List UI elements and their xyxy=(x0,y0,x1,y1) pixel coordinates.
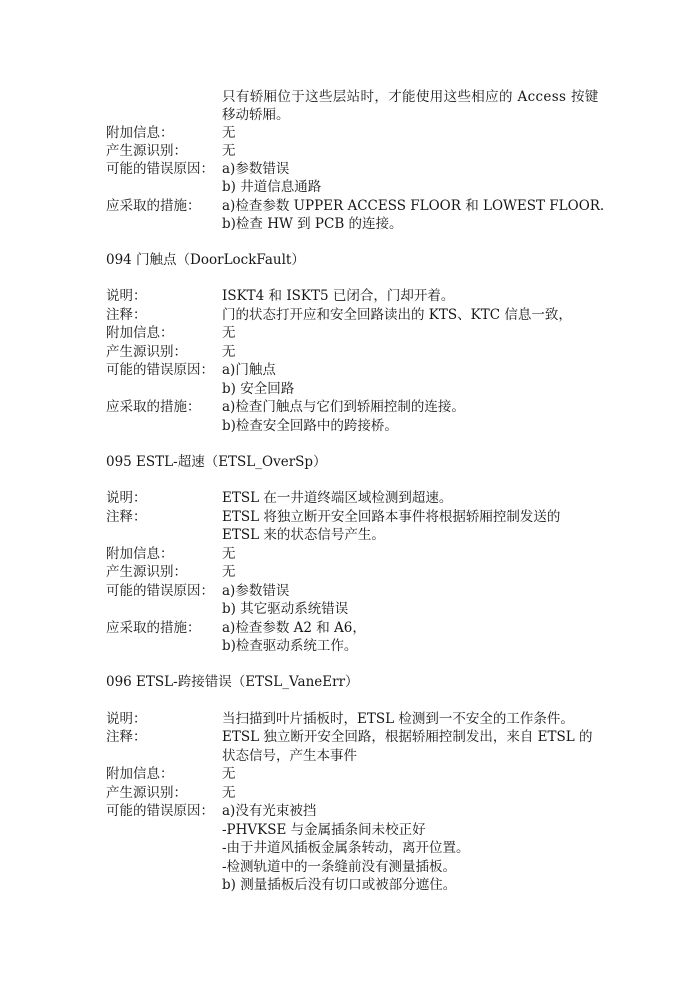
action-item: b)检查安全回路中的跨接桥。 xyxy=(222,418,398,434)
note-label: 注释： xyxy=(106,307,147,323)
top-actions-row-2 xyxy=(0,213,700,235)
cause-item: a)参数错误 xyxy=(222,161,290,177)
cause-item: -由于井道风插板金属条转动，离开位置。 xyxy=(222,840,470,856)
source-label: 产生源识别： xyxy=(106,143,187,159)
source-value: 无 xyxy=(222,344,236,360)
causes-label: 可能的错误原因： xyxy=(106,161,214,177)
additional-info-label: 附加信息： xyxy=(106,546,174,562)
section-heading: 094 门触点（DoorLockFault） xyxy=(106,252,305,268)
description-text: ISKT4 和 ISKT5 已闭合，门却开着。 xyxy=(222,288,455,304)
cause-item: -检测轨道中的一条缝前没有测量插板。 xyxy=(222,859,457,875)
additional-info-value: 无 xyxy=(222,766,236,782)
action-item: a)检查参数 A2 和 A6， xyxy=(222,620,366,636)
cause-item: a)参数错误 xyxy=(222,583,290,599)
section-heading-096 xyxy=(0,671,700,693)
additional-info-label: 附加信息： xyxy=(106,125,174,141)
description-label: 说明： xyxy=(106,490,147,506)
note-text: 状态信号，产生本事件 xyxy=(222,748,357,764)
cause-item: -PHVKSE 与金属插条间未校正好 xyxy=(222,822,426,838)
cause-item: b) 井道信息通路 xyxy=(222,179,322,195)
note-text: 门的状态打开应和安全回路读出的 KTS、KTC 信息一致， xyxy=(222,307,572,323)
description-text: ETSL 在一井道终端区域检测到超速。 xyxy=(222,490,453,506)
additional-info-value: 无 xyxy=(222,546,236,562)
top-text: 只有轿厢位于这些层站时，才能使用这些相应的 Access 按键 xyxy=(222,89,599,105)
action-item: a)检查门触点与它们到轿厢控制的连接。 xyxy=(222,399,465,415)
source-label: 产生源识别： xyxy=(106,785,187,801)
causes-row-5 xyxy=(0,874,700,896)
cause-item: b) 测量插板后没有切口或被部分遮住。 xyxy=(222,877,457,893)
cause-item: a)门触点 xyxy=(222,362,276,378)
action-item: a)检查参数 UPPER ACCESS FLOOR 和 LOWEST FLOOR. xyxy=(222,198,605,214)
note-label: 注释： xyxy=(106,509,147,525)
note-text: ETSL 独立断开安全回路，根据轿厢控制发出，来自 ETSL 的 xyxy=(222,729,593,745)
additional-info-label: 附加信息： xyxy=(106,325,174,341)
action-item: b)检查驱动系统工作。 xyxy=(222,638,358,654)
causes-label: 可能的错误原因： xyxy=(106,362,214,378)
additional-info-value: 无 xyxy=(222,325,236,341)
note-text: ETSL 将独立断开安全回路本事件将根据轿厢控制发送的 xyxy=(222,509,561,525)
cause-item: b) 安全回路 xyxy=(222,381,295,397)
source-value: 无 xyxy=(222,785,236,801)
section-heading: 095 ESTL-超速（ETSL_OverSp） xyxy=(106,454,327,470)
actions-label: 应采取的措施： xyxy=(106,399,201,415)
action-item: b)检查 HW 到 PCB 的连接。 xyxy=(222,216,403,232)
actions-row-2 xyxy=(0,415,700,437)
cause-item: b) 其它驱动系统错误 xyxy=(222,601,349,617)
causes-label: 可能的错误原因： xyxy=(106,583,214,599)
source-label: 产生源识别： xyxy=(106,344,187,360)
source-label: 产生源识别： xyxy=(106,564,187,580)
section-heading-094 xyxy=(0,249,700,271)
cause-item: a)没有光束被挡 xyxy=(222,803,317,819)
section-heading: 096 ETSL-跨接错误（ETSL_VaneErr） xyxy=(106,674,359,690)
actions-label: 应采取的措施： xyxy=(106,198,201,214)
actions-label: 应采取的措施： xyxy=(106,620,201,636)
description-text: 当扫描到叶片插板时，ETSL 检测到一不安全的工作条件。 xyxy=(222,711,574,727)
description-label: 说明： xyxy=(106,288,147,304)
section-heading-095 xyxy=(0,451,700,473)
actions-row-2 xyxy=(0,635,700,657)
additional-info-value: 无 xyxy=(222,125,236,141)
note-text: ETSL 来的状态信号产生。 xyxy=(222,527,385,543)
source-value: 无 xyxy=(222,564,236,580)
additional-info-label: 附加信息： xyxy=(106,766,174,782)
top-text: 移动轿厢。 xyxy=(222,107,290,123)
causes-label: 可能的错误原因： xyxy=(106,803,214,819)
description-label: 说明： xyxy=(106,711,147,727)
source-value: 无 xyxy=(222,143,236,159)
note-label: 注释： xyxy=(106,729,147,745)
